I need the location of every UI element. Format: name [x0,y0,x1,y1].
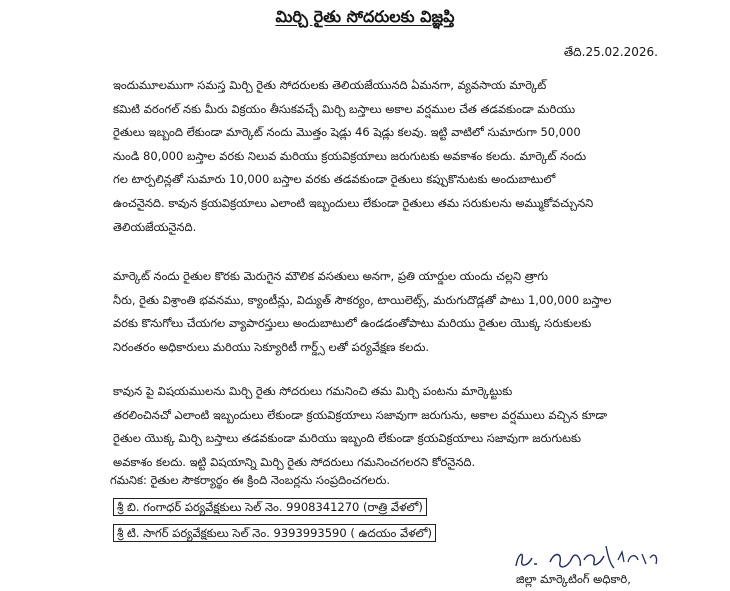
contact-box: శ్రీ బి. గంగాధర్ పర్యవేక్షకులు సెల్ నెం. 9908341270 (రాత్రి వేళలో) [113,498,427,516]
contact-line [113,500,427,517]
contact-line [113,526,436,543]
paragraph-line: వరకు కొనుగోలు చేయగల వ్యాపారస్తులు అందుబాటులో ఉండడంతోపాటు మరియు రైతుల యొక్క సరుకులకు [113,316,592,331]
paragraph-line: తరలించినచో ఎలాంటి ఇబ్బందులు లేకుండా క్రయవిక్రయాలు సజావుగా జరుగును, అకాల వర్షములు వచ్చిన కూడా [113,407,608,422]
paragraph-facilities [113,265,661,359]
paragraph-line: కావున పై విషయములను మిర్చి రైతు సోదరులు గమనించి తమ మిర్చి పంటను మార్కెట్టుకు [113,384,513,398]
paragraph-line: మార్కెట్ నందు రైతుల కొరకు మెరుగైన మౌలిక వసతులు అనగా, ప్రతి యార్డుల యందు చల్లని త్రాగు [113,269,548,283]
contact-box: శ్రీ టి. సాగర్ పర్యవేక్షకులు సెల్ నెం. 9393993590 ( ఉదయం వేళలో) [113,524,436,542]
paragraph-line: రైతుల యొక్క మిర్చి బస్తాలు తడవకుండా మరియు ఇబ్బంది లేకుండా క్రయవిక్రయాలు సజావుగా జరుగుటకు [113,431,582,446]
note-line: గమనిక: రైతుల సౌకర్యార్థం ఈ క్రింది నెంబర్లను సంప్రదించగలరు. [110,473,390,487]
paragraph-line: ఇందుమూలముగా సమస్త మిర్చి రైతు సోదరులకు తెలియజేయునది ఏమనగా, వ్యవసాయ మార్కెట్ [113,78,547,92]
paragraph-line: గల టార్పలిన్లతో సుమారు 10,000 బస్తాల వరకు తడవకుండా రైతులు కప్పుకొనుటకు అందుబాటులో [113,172,556,187]
paragraph-line: కమిటి వరంగల్ నకు మీరు విక్రయం తీసుకవచ్చే మిర్చి బస్తాలు అకాల వర్షముల చేత తడవకుండా మరియు [113,101,576,116]
paragraph-line: నిరంతరం అధికారులు మరియు సెక్యూరిటీ గార్డ్స్ లతో పర్యవేక్షణ కలదు. [113,339,430,354]
paragraph-line: అవకాశం కలదు. ఇట్టి విషయాన్ని మిర్చి రైతు సోదరులు గమనించగలరని కోరనైనది. [113,454,476,469]
paragraph-request [113,380,661,474]
paragraph-line: నీరు, రైతు విశ్రాంతి భవనము, క్యాంటీన్లు, విద్యుత్ సౌకర్యం, టాయిలెట్స్, మరుగుదొడ్లతో పాటు 1,00,000 బస్తాల [113,292,612,307]
notice-title: మిర్చి రైతు సోదరులకు విజ్ఞప్తి [275,7,455,26]
signature-scrawl [510,540,685,574]
paragraph-line: తెలియజేయనైనది. [113,219,197,234]
paragraph-line: నుండి 80,000 బస్తాల వరకు నిలువ మరియు క్రయవిక్రయాలు జరుగుటకు అవకాశం కలదు. మార్కెట్ నందు [113,148,587,163]
paragraph-line: ఉంచనైనది. కావున క్రయవిక్రయాలు ఎలాంటి ఇబ్బందులు లేకుండా రైతులు తమ సరుకులను అమ్ముకోవచ్చునని [113,195,594,210]
notice-date: తేది.25.02.2026. [563,45,658,59]
signature-designation: జిల్లా మార్కెటింగ్ అధికారి, [516,572,631,586]
paragraph-storage [113,74,661,239]
signature [510,540,685,574]
paragraph-line: రైతులు ఇబ్బంది లేకుండా మార్కెట్ నందు మొత్తం షెడ్లు 46 షెడ్లు కలవు. ఇట్టి వాటిలో సుమారుగా 50,000 [113,125,581,140]
